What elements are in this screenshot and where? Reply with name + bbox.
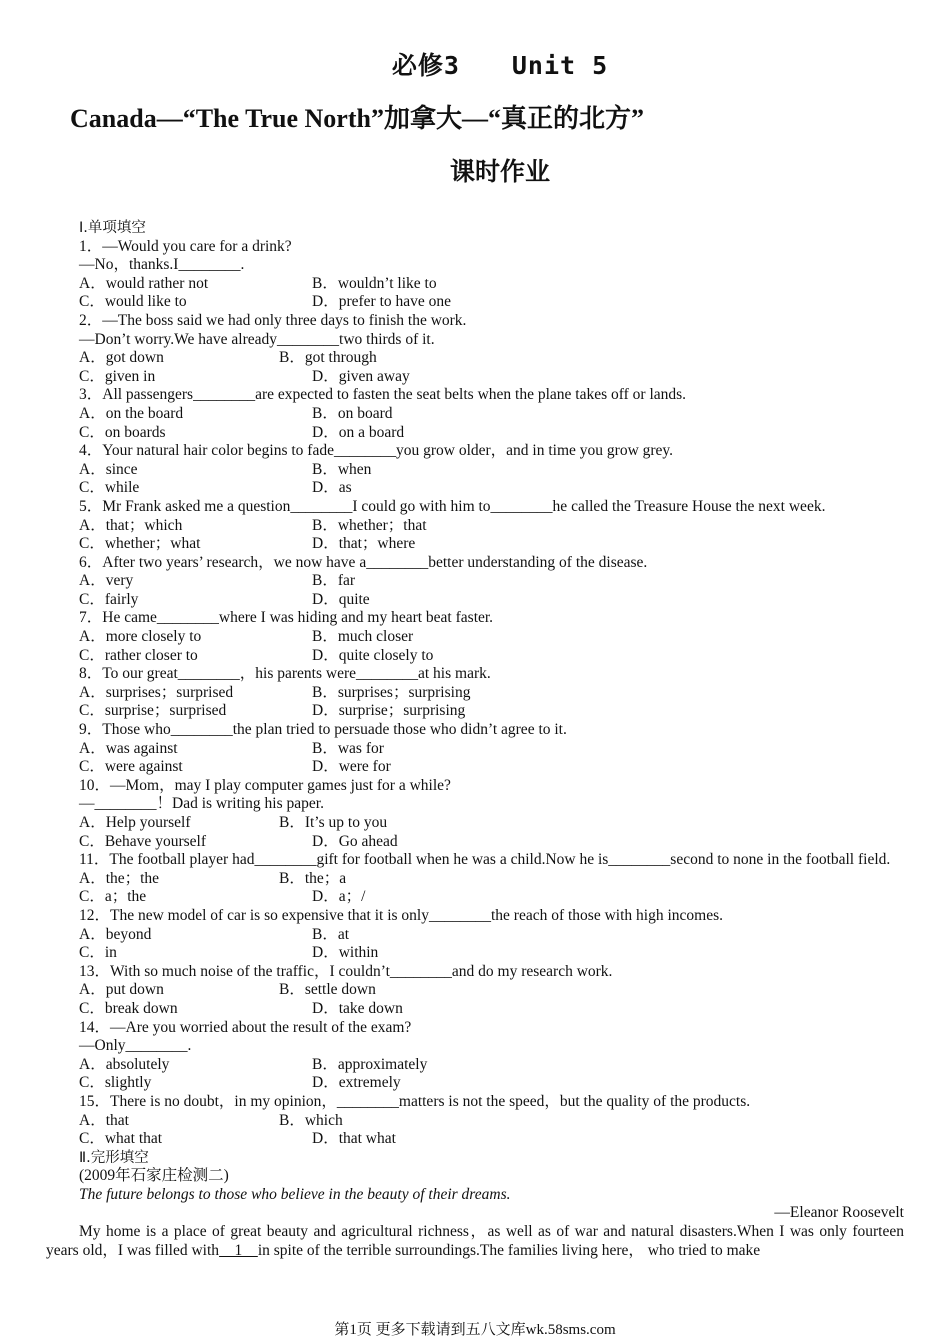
question-stem: 3．All passengers________are expected to fasten the seat belts when the plane takes off or lands. xyxy=(79,386,687,404)
option-row xyxy=(79,424,904,443)
option-row xyxy=(79,572,904,591)
option-row xyxy=(79,684,904,703)
option-d: D．were for xyxy=(312,758,391,776)
option-b: B．much closer xyxy=(312,628,414,646)
option-row xyxy=(79,517,904,536)
option-row xyxy=(79,814,904,833)
page-title-line2: Canada—“The True North”加拿大—“真正的北方” xyxy=(70,104,644,133)
option-d: D．extremely xyxy=(312,1074,401,1092)
option-d: D．quite closely to xyxy=(312,646,434,664)
option-a: A．absolutely xyxy=(79,1055,170,1073)
option-a: A．would rather not xyxy=(79,274,209,292)
question-stem: 11．The football player had________gift for football when he was a child.Now he is________second to none in the football field. xyxy=(79,851,891,869)
option-row xyxy=(79,944,904,963)
option-c: C．whether；what xyxy=(79,535,201,553)
option-c: C．on boards xyxy=(79,423,166,441)
option-d: D．a；/ xyxy=(312,888,366,906)
option-a: A．the；the xyxy=(79,869,160,887)
option-d: D．take down xyxy=(312,999,403,1017)
option-d: D．prefer to have one xyxy=(312,293,452,311)
option-b: B．It’s up to you xyxy=(279,814,388,831)
option-d: D．as xyxy=(312,479,352,497)
page-subtitle: 课时作业 xyxy=(449,157,550,186)
option-row xyxy=(79,349,904,368)
option-row xyxy=(79,702,904,721)
question-stem: —Only________. xyxy=(79,1037,192,1055)
question-stem: 13．With so much noise of the traffic，I couldn’t________and do my research work. xyxy=(79,962,613,980)
question-stem: 9．Those who________the plan tried to persuade those who didn’t agree to it. xyxy=(79,721,567,739)
option-row xyxy=(79,758,904,777)
option-row xyxy=(79,368,904,387)
option-a: A．Help yourself xyxy=(79,814,191,831)
paragraph-text: My home is a place of great beauty and agricultural richness，as well as of war and natural disasters.When I was only fourteen years old，I was filled with xyxy=(46,1223,904,1259)
question-stem: —Don’t worry.We have already________two thirds of it. xyxy=(79,330,435,348)
option-b: B．wouldn’t like to xyxy=(312,274,437,292)
option-row xyxy=(79,479,904,498)
option-a: A．surprises；surprised xyxy=(79,683,234,701)
option-c: C．surprise；surprised xyxy=(79,702,227,720)
question-stem: 10．—Mom，may I play computer games just for a while? xyxy=(79,776,451,794)
option-a: A．on the board xyxy=(79,404,184,422)
option-row xyxy=(79,1112,904,1131)
question-stem: 15．There is no doubt，in my opinion，________matters is not the speed，but the quality of the products. xyxy=(79,1092,751,1110)
option-row xyxy=(79,293,904,312)
option-b: B．whether；that xyxy=(312,516,427,534)
option-row xyxy=(79,591,904,610)
question-stem: 1．—Would you care for a drink? xyxy=(79,237,292,255)
option-b: B．which xyxy=(279,1111,343,1129)
option-row xyxy=(79,926,904,945)
option-row xyxy=(79,535,904,554)
option-b: B．approximately xyxy=(312,1055,428,1073)
option-c: C．fairly xyxy=(79,590,139,608)
option-c: C．would like to xyxy=(79,293,187,311)
option-row xyxy=(79,888,904,907)
page-footer: 第1页 更多下载请到五八文库wk.58sms.com xyxy=(334,1322,616,1338)
option-row xyxy=(79,740,904,759)
option-c: C．were against xyxy=(79,758,183,776)
option-b: B．settle down xyxy=(279,981,376,999)
question-stem: 7．He came________where I was hiding and my heart beat faster. xyxy=(79,609,494,627)
option-b: B．at xyxy=(312,925,350,943)
option-row xyxy=(79,981,904,1000)
option-row xyxy=(79,1130,904,1149)
option-c: C．a；the xyxy=(79,888,147,906)
option-a: A．that；which xyxy=(79,516,183,534)
question-stem: —No，thanks.I________. xyxy=(79,256,245,274)
section-heading: Ⅰ.单项填空 xyxy=(79,220,146,236)
option-d: D．surprise；surprising xyxy=(312,702,466,720)
option-d: D．within xyxy=(312,944,379,962)
option-b: B．surprises；surprising xyxy=(312,683,471,701)
option-a: A．more closely to xyxy=(79,628,202,646)
option-a: A．very xyxy=(79,572,134,590)
option-b: B．the；a xyxy=(279,869,347,887)
option-b: B．was for xyxy=(312,739,384,757)
option-a: A．put down xyxy=(79,981,164,999)
option-b: B．when xyxy=(312,460,372,478)
option-b: B．on board xyxy=(312,404,393,422)
option-d: D．given away xyxy=(312,367,410,385)
option-row xyxy=(79,1074,904,1093)
cloze-paragraph xyxy=(46,1223,904,1260)
question-stem: 5．Mr Frank asked me a question________I could go with him to________he called the Treasure House the next week. xyxy=(79,497,826,515)
option-a: A．got down xyxy=(79,349,164,367)
document-body xyxy=(46,219,904,1260)
question-stem: 14．—Are you worried about the result of the exam? xyxy=(79,1018,412,1036)
question-stem: 2．—The boss said we had only three days to finish the work. xyxy=(79,311,467,329)
option-row xyxy=(79,1000,904,1019)
option-d: D．that what xyxy=(312,1130,396,1148)
option-row xyxy=(79,461,904,480)
option-c: C．given in xyxy=(79,367,156,385)
option-row xyxy=(79,1056,904,1075)
option-a: A．beyond xyxy=(79,925,152,943)
option-d: D．on a board xyxy=(312,423,405,441)
option-b: B．far xyxy=(312,572,356,590)
option-a: A．that xyxy=(79,1111,129,1129)
question-stem: —________！Dad is writing his paper. xyxy=(79,795,324,813)
option-row xyxy=(79,275,904,294)
option-row xyxy=(79,833,904,852)
page-title-line1: 必修3 Unit 5 xyxy=(391,51,609,80)
cloze-blank-1: 1 xyxy=(219,1241,258,1259)
question-stem: 12．The new model of car is so expensive that it is only________the reach of those with high incomes. xyxy=(79,906,723,924)
option-row xyxy=(79,647,904,666)
quote-attribution: —Eleanor Roosevelt xyxy=(774,1204,904,1222)
option-c: C．in xyxy=(79,944,117,962)
option-a: A．was against xyxy=(79,739,178,757)
option-row xyxy=(79,870,904,889)
option-c: C．slightly xyxy=(79,1074,152,1092)
option-d: D．that；where xyxy=(312,535,416,553)
option-row xyxy=(79,405,904,424)
option-c: C．while xyxy=(79,479,140,497)
source-note: (2009年石家庄检测二) xyxy=(79,1167,229,1185)
question-stem: 4．Your natural hair color begins to fade________you grow older，and in time you grow grey. xyxy=(79,442,674,460)
question-stem: 8．To our great________，his parents were________at his mark. xyxy=(79,665,491,683)
option-c: C．what that xyxy=(79,1130,163,1148)
question-list xyxy=(46,238,904,1149)
option-row xyxy=(79,628,904,647)
quote: The future belongs to those who believe in the beauty of their dreams. xyxy=(79,1185,511,1203)
option-d: D．Go ahead xyxy=(312,832,398,850)
option-d: D．quite xyxy=(312,590,370,608)
option-a: A．since xyxy=(79,460,138,478)
question-stem: 6．After two years’ research，we now have a________better understanding of the disease. xyxy=(79,553,648,571)
option-c: C．break down xyxy=(79,999,178,1017)
paragraph-text: in spite of the terrible surroundings.The families living here， who tried to make xyxy=(257,1241,761,1259)
option-c: C．rather closer to xyxy=(79,646,198,664)
section-heading: Ⅱ.完形填空 xyxy=(79,1149,149,1166)
option-c: C．Behave yourself xyxy=(79,832,206,850)
option-b: B．got through xyxy=(279,349,377,367)
